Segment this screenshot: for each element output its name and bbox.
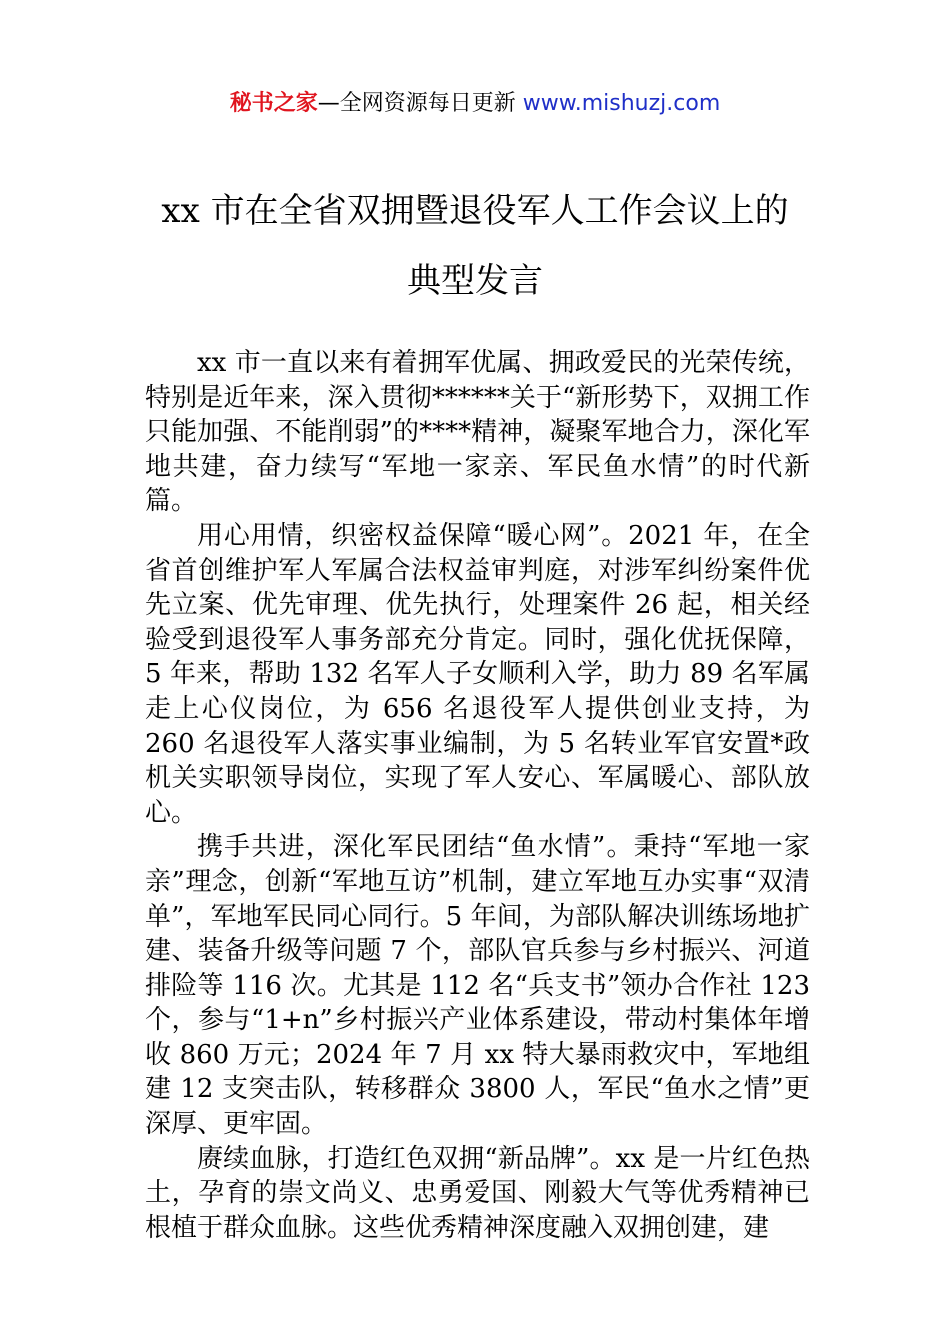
site-tagline: —全网资源每日更新	[317, 91, 516, 116]
title-line-1: xx 市在全省双拥暨退役军人工作会议上的	[161, 191, 789, 231]
site-brand: 秘书之家	[229, 91, 318, 116]
paragraph-rights-protection: 用心用情，织密权益保障“暖心网”。2021 年，在全省首创维护军人军属合法权益审判庭，对涉军纠纷案件优先立案、优先审理、优先执行，处理案件 26 起，相关经验受到退役军人事务部充分肯定。同时，强化优抚保障，5 年来，帮助 132 名军人子女顺利入学，助力 89 名军属走上心仪岗位，为 656 名退役军人提供创业支持，为 260 名退役军人落实事业编制，为 5 名转业军官安置*政机关实职领导岗位，实现了军人安心、军属暖心、部队放心。	[145, 520, 810, 828]
title-line-2: 典型发言	[407, 261, 543, 301]
site-url-link[interactable]: www.mishuzj.com	[522, 91, 721, 116]
site-header	[0, 88, 950, 120]
document-title	[60, 176, 890, 316]
paragraph-intro: xx 市一直以来有着拥军优属、拥政爱民的光荣传统，特别是近年来，深入贯彻******关于“新形势下，双拥工作只能加强、不能削弱”的****精神，凝聚军地合力，深化军地共建，奋力续写“军地一家亲、军民鱼水情”的时代新篇。	[145, 348, 810, 517]
paragraph-military-civil-unity: 携手共进，深化军民团结“鱼水情”。秉持“军地一家亲”理念，创新“军地互访”机制，建立军地互办实事“双清单”，军地军民同心同行。5 年间，为部队解决训练场地扩建、装备升级等问题 7 个，部队官兵参与乡村振兴、河道排险等 116 次。尤其是 112 名“兵支书”领办合作社 123 个，参与“1+n”乡村振兴产业体系建设，带动村集体年增收 860 万元；2024 年 7 月 xx 特大暴雨救灾中，军地组建 12 支突击队，转移群众 3800 人，军民“鱼水之情”更深厚、更牢固。	[145, 832, 810, 1140]
document-body	[145, 346, 810, 1245]
paragraph-red-heritage: 赓续血脉，打造红色双拥“新品牌”。xx 是一片红色热土，孕育的崇文尚义、忠勇爱国、刚毅大气等优秀精神已根植于群众血脉。这些优秀精神深度融入双拥创建，建	[145, 1143, 810, 1243]
